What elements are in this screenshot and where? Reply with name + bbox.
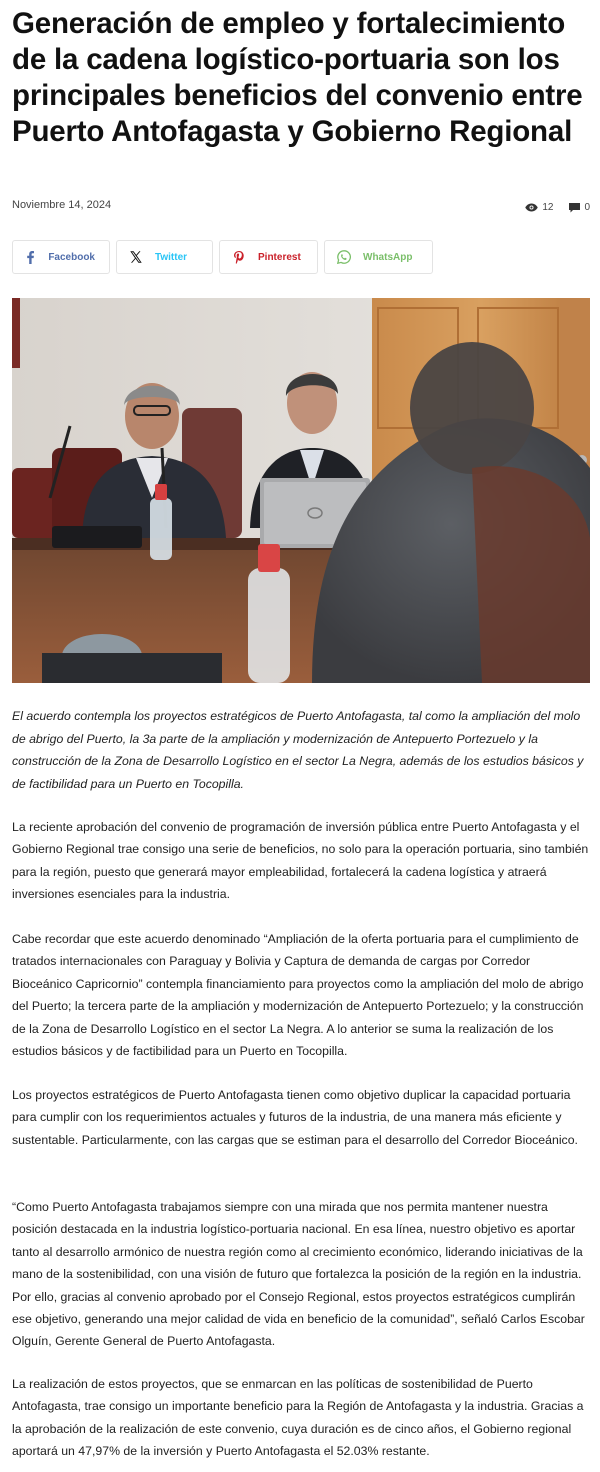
facebook-icon xyxy=(25,250,36,264)
paragraph: Cabe recordar que este acuerdo denominado “Ampliación de la oferta portuaria para el cumplimiento de tratados internacionales con Paraguay y Bolivia y Captura de demanda de cargas por Corredor Bioceánico Capricornio” contempla financiamiento para proyectos como la ampliación del molo de abrigo del Puerto; la tercera parte de la ampliación y modernización de Antepuerto Portezuelo; y la construcción de la Zona de Desarrollo Logístico en el sector La Negra. A lo anterior se suma la realización de los estudios básicos y de factibilidad para un Puerto en Tocopilla. xyxy=(12,932,584,1059)
share-twitter-button[interactable] xyxy=(116,240,213,274)
share-facebook-label: Facebook xyxy=(48,251,95,263)
share-whatsapp-label: WhatsApp xyxy=(363,251,413,263)
whatsapp-icon xyxy=(337,250,351,264)
article-meta xyxy=(12,198,590,218)
article-stats xyxy=(525,202,590,213)
share-bar xyxy=(12,240,433,274)
meeting-photo xyxy=(12,298,590,683)
pinterest-icon xyxy=(232,250,246,264)
paragraph: La realización de estos proyectos, que se enmarcan en las políticas de sostenibilidad de Puerto Antofagasta, trae consigo un importante beneficio para la Región de Antofagasta y la industria. Gracias a la aprobación de la realización de este convenio, cuya duración es de cinco años, el Gobierno regional aportará un 47,97% de la inversión y Puerto Antofagasta el 52.03% restante. xyxy=(12,1377,584,1459)
share-pinterest-label: Pinterest xyxy=(258,251,301,263)
article-title: Generación de empleo y fortalecimiento de la cadena logístico-portuaria son los principales beneficios del convenio entre Puerto Antofagasta y Gobierno Regional xyxy=(12,7,583,148)
comment-count[interactable]: 0 xyxy=(584,202,590,213)
article-photo xyxy=(12,298,590,683)
share-twitter-label: Twitter xyxy=(155,251,188,263)
paragraph: “Como Puerto Antofagasta trabajamos siempre con una mirada que nos permita mantener nuestra posición destacada en la industria logístico-portuaria nacional. En esa línea, nuestro objetivo es aportar tanto al desarrollo armónico de nuestra región como al crecimiento económico, liderando iniciativas de la mano de la sostenibilidad, con una visión de futuro que fortalezca la posición de la región en la industria. Por ello, gracias al convenio aprobado por el Consejo Regional, estos proyectos estratégicos cumplirán ese objetivo, generando una mejor calidad de vida en beneficio de la comunidad”, señaló Carlos Escobar Olguín, Gerente General de Puerto Antofagasta. xyxy=(12,1200,585,1349)
share-whatsapp-button[interactable] xyxy=(324,240,433,274)
view-count: 12 xyxy=(542,202,554,213)
share-pinterest-button[interactable] xyxy=(219,240,318,274)
paragraph: La reciente aprobación del convenio de programación de inversión pública entre Puerto Antofagasta y el Gobierno Regional trae consigo una serie de beneficios, no solo para la operación portuaria, sino también para la región, puesto que generará mayor empleabilidad, fortalecerá la cadena logística y atraerá inversiones esenciales para la industria. xyxy=(12,820,589,902)
publish-date: Noviembre 14, 2024 xyxy=(12,199,112,211)
paragraph: Los proyectos estratégicos de Puerto Antofagasta tienen como objetivo duplicar la capacidad portuaria para cumplir con los requerimientos actuales y futuros de la industria, de una manera más eficiente y sustentable. Particularmente, con las cargas que se estiman para el desarrollo del Corredor Bioceánico. xyxy=(12,1088,578,1147)
x-icon xyxy=(129,250,143,264)
share-facebook-button[interactable] xyxy=(12,240,110,274)
eye-icon xyxy=(525,203,538,212)
photo-caption: El acuerdo contempla los proyectos estratégicos de Puerto Antofagasta, tal como la ampliación del molo de abrigo del Puerto, la 3a parte de la ampliación y modernización de Antepuerto Portezuelo y la construcción de la Zona de Desarrollo Logístico en el sector La Negra, además de los estudios básicos y de factibilidad para un Puerto en Tocopilla. xyxy=(12,709,584,791)
comment-icon[interactable] xyxy=(569,203,580,213)
